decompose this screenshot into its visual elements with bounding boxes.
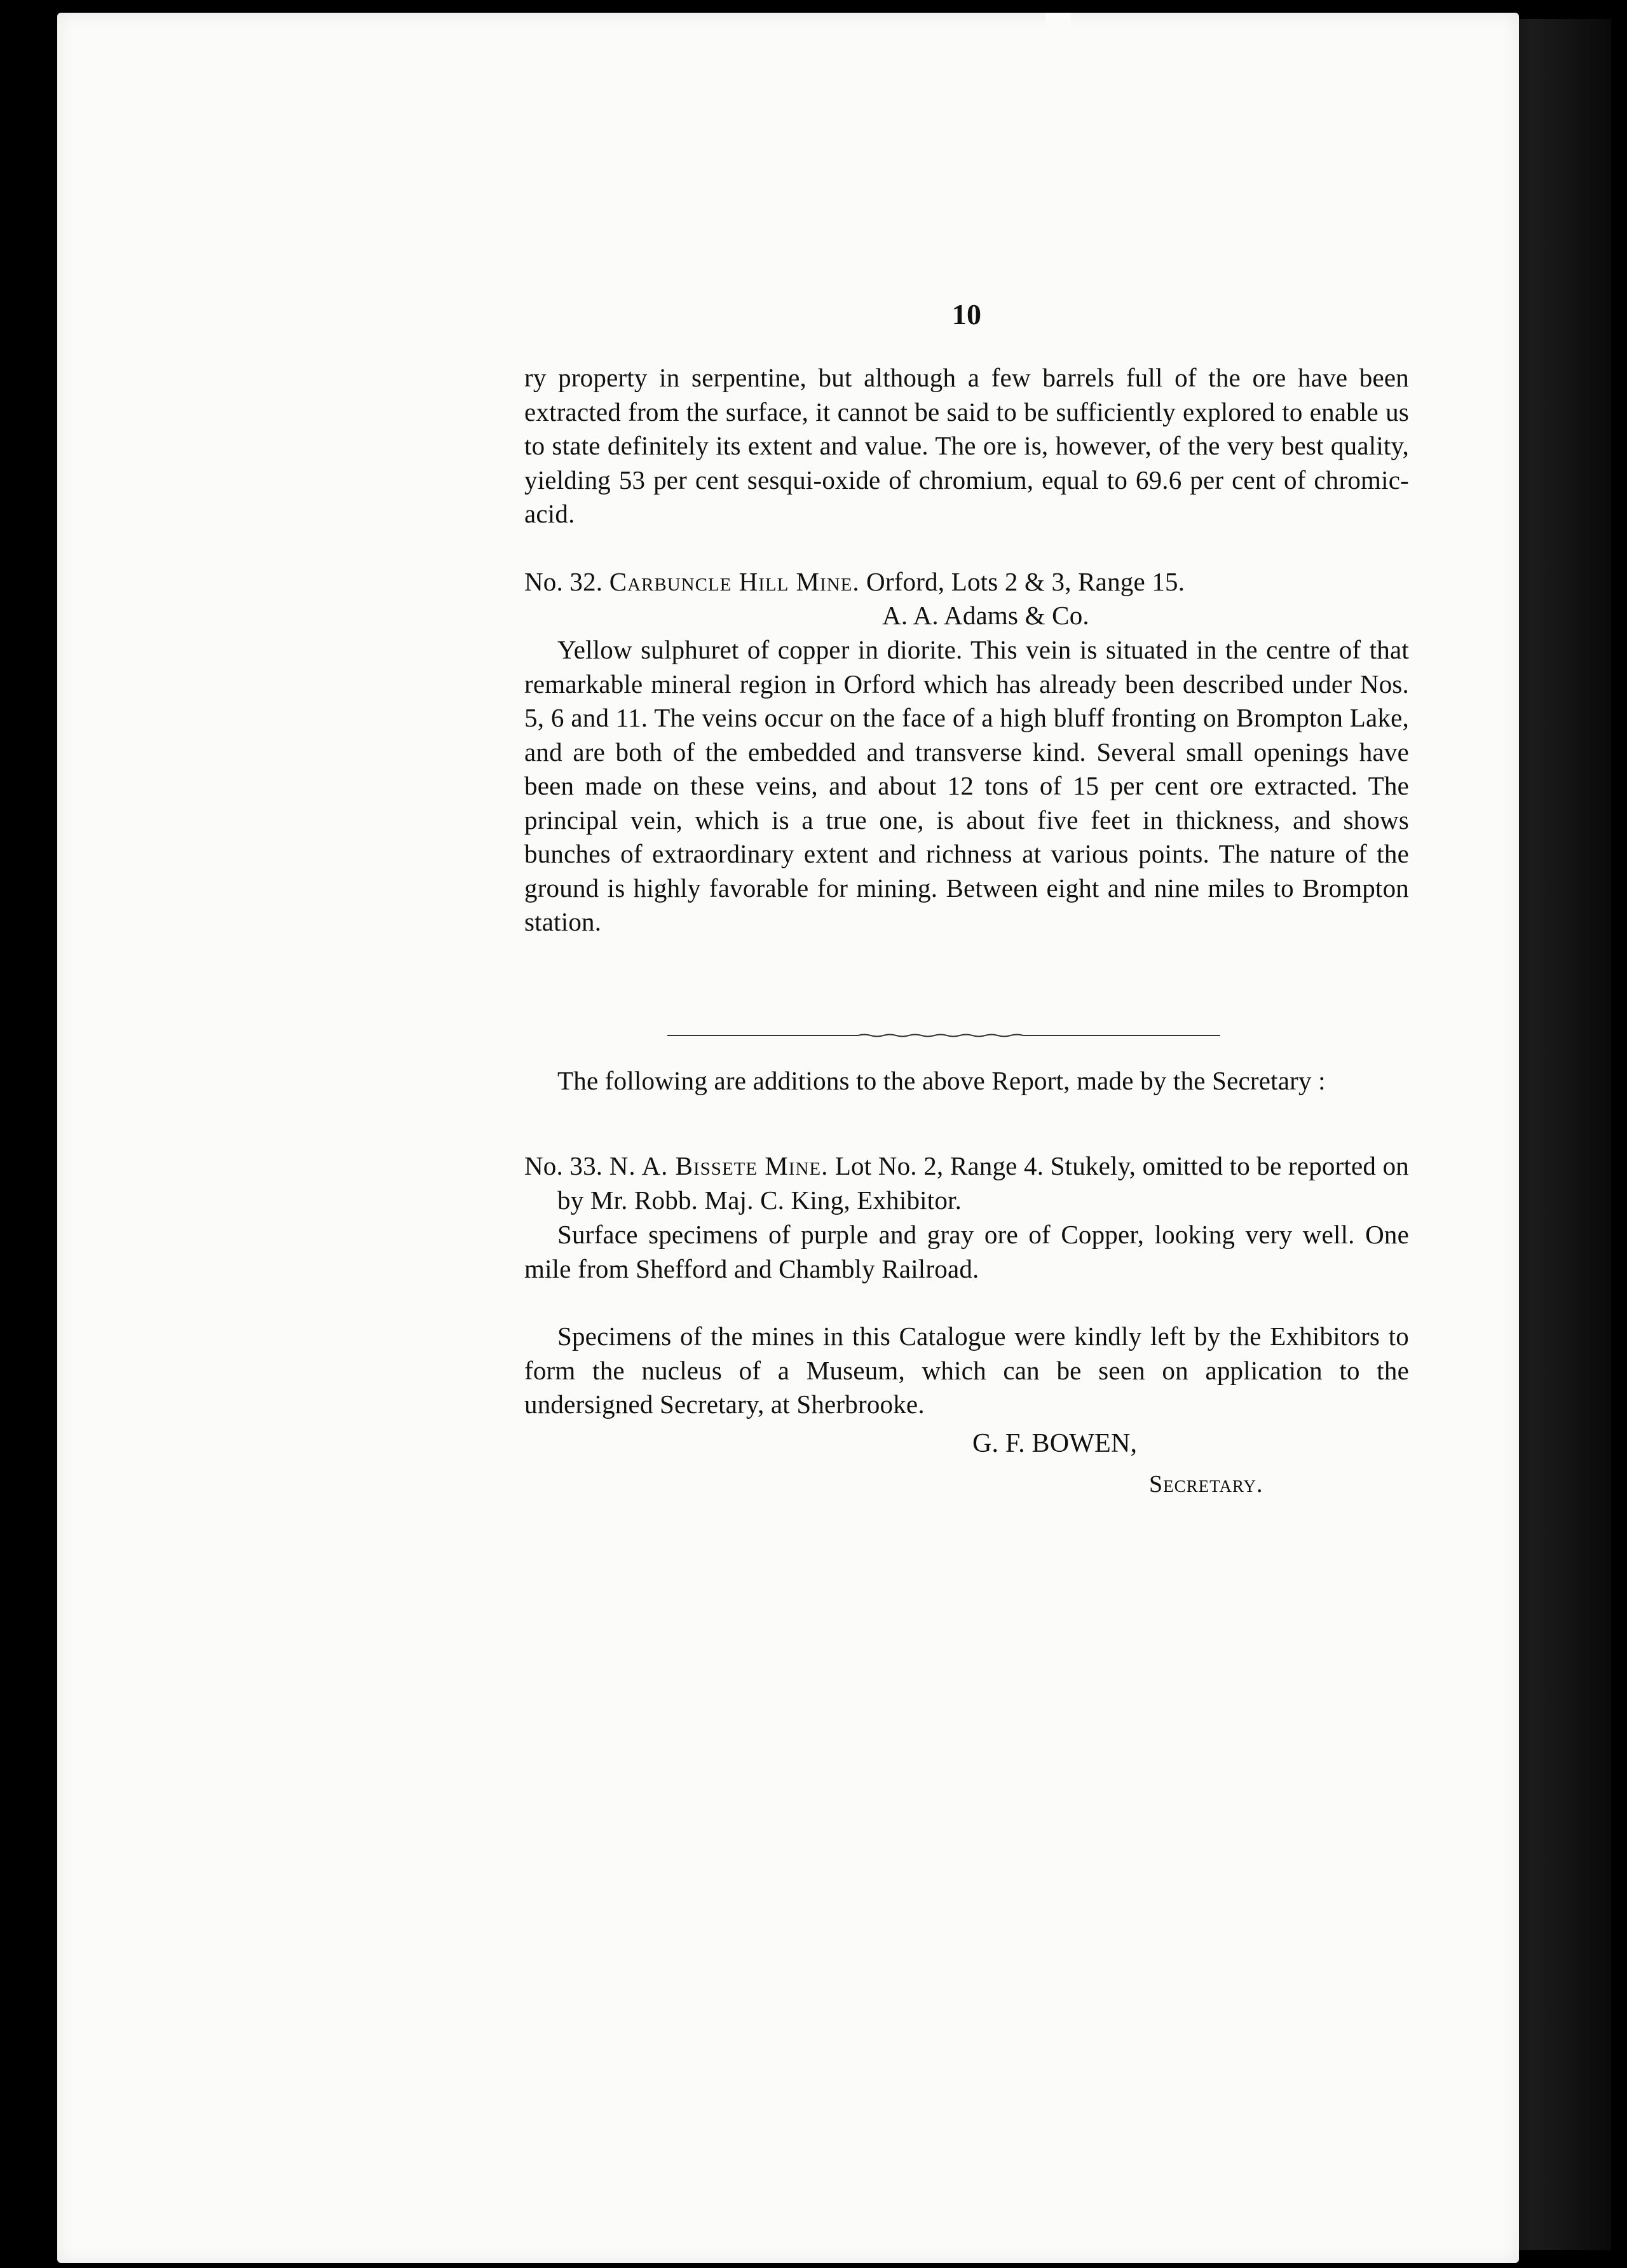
closing-text: Specimens of the mines in this Catalogue were kindly left by the Exhibitors to form the nucleus of a Museum, which can be seen on application to the undersigned Secretary, at Sherbrooke. [524, 1322, 1409, 1419]
section-divider [667, 1034, 1220, 1037]
entry-32-heading [524, 565, 1409, 599]
continuation-paragraph [524, 361, 1409, 531]
document-page [57, 13, 1519, 2263]
entry-33-details: Lot No. 2, Range 4. Stukely, omitted to be reported on by Mr. Robb. Maj. C. King, Exhibitor. [557, 1151, 1409, 1215]
signature-name: G. F. BOWEN, [972, 1429, 1138, 1458]
additions-intro: The following are additions to the above Report, made by the Secretary : [557, 1066, 1326, 1095]
entry-32-owner: A. A. Adams & Co. [882, 601, 1089, 630]
entry-33-name: N. A. Bissete Mine. [609, 1151, 829, 1180]
entry-32-description-paragraph [524, 633, 1409, 939]
entry-32-line [524, 565, 1409, 599]
signature-title: Secretary. [1149, 1471, 1263, 1498]
entry-33-line [524, 1149, 1409, 1217]
entry-32-location: Orford, Lots 2 & 3, Range 15. [866, 567, 1185, 596]
continuation-text: ry property in serpentine, but although a few barrels full of the ore have been extracted from the surface, it cannot be said to be sufficiently explored to enable us to state definitely its extent and value. The ore is, however, of the very best quality, yielding 53 per cent sesqui-oxide of chromium, equal to 69.6 per cent of chromic-acid. [524, 363, 1409, 528]
entry-32-number: No. 32. [524, 567, 603, 596]
page-number: 10 [951, 298, 982, 331]
entry-32-description: Yellow sulphuret of copper in diorite. This vein is situated in the centre of that remarkable mineral region in Orford which has already been described under Nos. 5, 6 and 11. The veins occur on the face of a high bluff fronting on Brompton Lake, and are both of the embedded and transverse kind. Several small openings have been made on these veins, and about 12 tons of 15 per cent ore extracted. The principal vein, which is a true one, is about five feet in thickness, and shows bunches of extraordinary extent and richness at various points. The nature of the ground is highly favorable for mining. Between eight and nine miles to Brompton station. [524, 635, 1409, 936]
entry-33-paragraph [524, 1149, 1409, 1217]
closing-paragraph [524, 1320, 1409, 1422]
entry-32-owner-line [524, 599, 1409, 633]
entry-33-number: No. 33. [524, 1151, 603, 1180]
entry-32-name: Carbuncle Hill Mine. [609, 567, 860, 596]
additions-paragraph [524, 1064, 1409, 1098]
entry-33-description-paragraph [524, 1218, 1409, 1286]
entry-33-description: Surface specimens of purple and gray ore of Copper, looking very well. One mile from Shefford and Chambly Railroad. [524, 1220, 1409, 1283]
binding-mark [1045, 13, 1071, 36]
